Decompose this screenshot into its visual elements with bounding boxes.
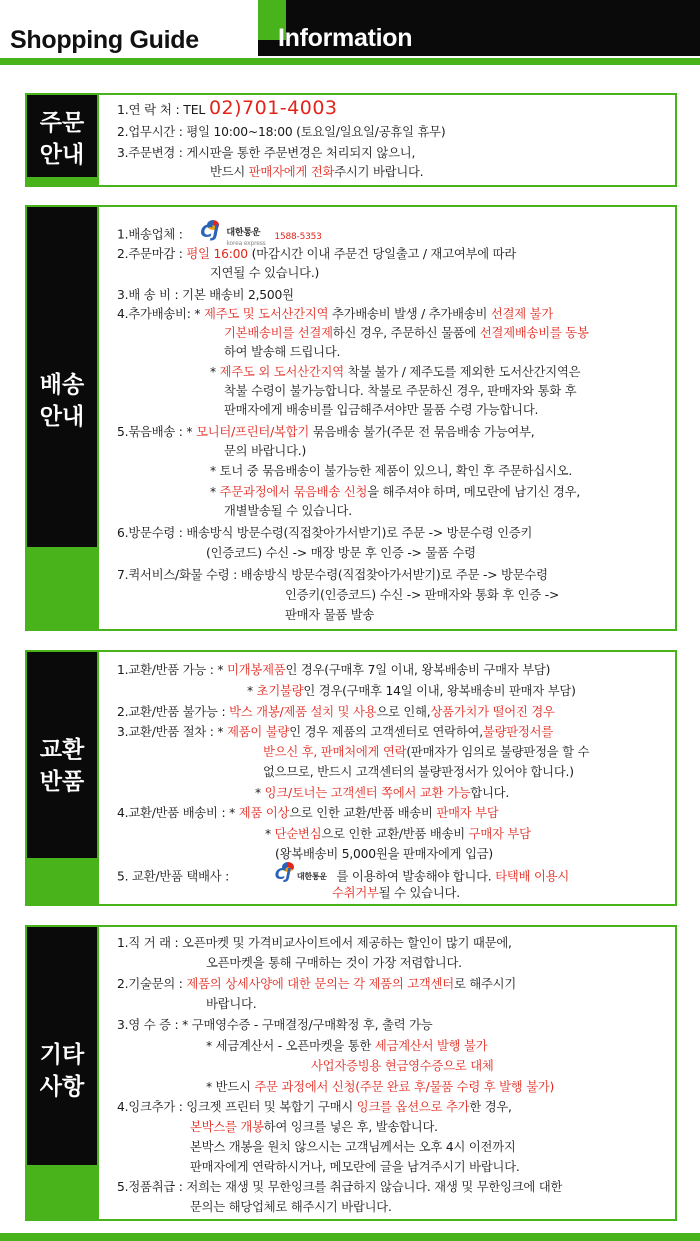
exchange-section-body: [97, 652, 675, 904]
order-hours-line: 2.업무시간 : 평일 10:00~18:00 (토요일/일요일/공휴일 휴무): [117, 125, 446, 139]
exchange-courier-line1: 5. 교환/반품 택배사 : CJ 대한통운 를 이용하여 발송해야 합니다. 타택배 이용시: [117, 866, 569, 888]
order-label-line1: 주문: [39, 110, 85, 136]
delivery-pickup-line2: (인증코드) 수신 -> 매장 방문 후 인증 -> 물품 수령: [206, 546, 476, 560]
exchange-procedure-line4: * 잉크/토너는 고객센터 쪽에서 교환 가능합니다.: [255, 786, 510, 800]
exchange-fee-line2: * 단순변심으로 인한 교환/반품 배송비 구매자 부담: [265, 827, 531, 841]
delivery-company-line: 1.배송업체 : CJ 대한통운 korea express 1588-5353: [117, 222, 322, 247]
etc-receipt-line3: 사업자증빙용 현금영수증으로 대체: [311, 1059, 494, 1073]
etc-receipt-line1: 3.영 수 증 : * 구매영수증 - 구매결정/구매확정 후, 출력 가능: [117, 1018, 433, 1032]
delivery-quick-line2: 인증키(인증코드) 수신 -> 판매자와 통화 후 인증 ->: [285, 588, 560, 602]
exchange-fee-line1: 4.교환/반품 배송비 : * 제품 이상으로 인한 교환/반품 배송비 판매자 부담: [117, 806, 499, 820]
delivery-deadline-line: 2.주문마감 : 평일 16:00 (마감시간 이내 주문건 당일출고 / 재고여부에 따라: [117, 247, 517, 261]
exchange-section: [25, 650, 677, 906]
order-section: [25, 93, 677, 187]
etc-receipt-line2: * 세금계산서 - 오픈마켓을 통한 세금계산서 발행 불가: [206, 1039, 488, 1053]
etc-genuine-line2: 문의는 해당업체로 해주시기 바랍니다.: [190, 1200, 392, 1214]
delivery-section-label: [27, 207, 97, 629]
exchange-courier-line2: 수취거부될 수 있습니다.: [332, 886, 460, 900]
exchange-possible-line1: 1.교환/반품 가능 : * 미개봉제품인 경우(구매후 7일 이내, 왕복배송비 구매자 부담): [117, 663, 551, 677]
etc-genuine-line1: 5.정품취급 : 저희는 재생 및 무한잉크를 취급하지 않습니다. 재생 및 무한잉크에 대한: [117, 1180, 563, 1194]
exchange-impossible-line: 2.교환/반품 불가능 : 박스 개봉/제품 설치 및 사용으로 인해,상품가치가 떨어진 경우: [117, 705, 555, 719]
exchange-section-label: [27, 652, 97, 904]
exchange-procedure-line1: 3.교환/반품 절차 : * 제품이 불량인 경우 제품의 고객센터로 연락하여,불량판정서를: [117, 725, 553, 739]
delivery-bundle-line3: * 토너 중 묶음배송이 불가능한 제품이 있으니, 확인 후 주문하십시오.: [210, 464, 573, 478]
cj-logo-small: CJ 대한통운: [275, 866, 333, 888]
exchange-procedure-line2: 받으신 후, 판매처에게 연락(판매자가 임의로 불량판정을 할 수: [263, 745, 590, 759]
etc-ink-line4: 판매자에게 연락하시거나, 메모란에 글을 남겨주시기 바랍니다.: [190, 1160, 520, 1174]
exchange-label-green-tab: [27, 858, 97, 904]
order-change-line: 3.주문변경 : 게시판을 통한 주문변경은 처리되지 않으니,: [117, 146, 416, 160]
order-label-line2: 안내: [39, 142, 85, 168]
etc-tech-line2: 바랍니다.: [206, 997, 257, 1011]
etc-label-line1: 기타: [39, 1042, 85, 1068]
delivery-bundle-line4: * 주문과정에서 묶음배송 신청을 해주셔야 하며, 메모란에 남기신 경우,: [210, 485, 581, 499]
order-label-green-tab: [27, 177, 97, 185]
delivery-label-line2: 안내: [39, 404, 85, 430]
etc-ink-line2: 본박스를 개봉하여 잉크를 넣은 후, 발송합니다.: [190, 1120, 438, 1134]
etc-ink-line3: 본박스 개봉을 원치 않으시는 고객님께서는 오후 4시 이전까지: [190, 1140, 516, 1154]
footer-green-line: [0, 1233, 700, 1241]
etc-label-line2: 사항: [39, 1074, 85, 1100]
delivery-extra-line4: * 제주도 외 도서산간지역 착불 불가 / 제주도를 제외한 도서산간지역은: [210, 365, 581, 379]
delivery-extra-line3: 하여 발송해 드립니다.: [224, 345, 341, 359]
order-contact-line: 1.연 락 처 : TEL 02)701-4003: [117, 97, 338, 119]
exchange-fee-line3: (왕복배송비 5,000원을 판매자에게 입금): [275, 847, 494, 861]
exchange-possible-line2: * 초기불량인 경우(구매후 14일 이내, 왕복배송비 판매자 부담): [247, 684, 576, 698]
order-change-line2: 반드시 판매자에게 전화주시기 바랍니다.: [210, 165, 424, 179]
shopping-guide-title: Shopping Guide: [10, 26, 199, 54]
cj-phone: 1588-5353: [274, 231, 322, 242]
header-green-line: [0, 58, 700, 65]
delivery-extra-line5: 착불 수령이 불가능합니다. 착불로 주문하신 경우, 판매자와 통화 후: [224, 384, 577, 398]
delivery-quick-line3: 판매자 물품 발송: [285, 608, 375, 622]
etc-section-body: [97, 927, 675, 1219]
etc-direct-line2: 오픈마켓을 통해 구매하는 것이 가장 저렴합니다.: [206, 956, 462, 970]
information-title: Information: [278, 24, 413, 52]
delivery-bundle-line1: 5.묶음배송 : * 모니터/프린터/복합기 묶음배송 불가(주문 전 묶음배송 가능여부,: [117, 425, 535, 439]
page-header: [0, 0, 700, 70]
delivery-bundle-line2: 문의 바랍니다.): [224, 444, 307, 458]
etc-section: [25, 925, 677, 1221]
delivery-extra-line2: 기본배송비를 선결제하신 경우, 주문하신 물품에 선결제배송비를 동봉: [224, 326, 589, 340]
delivery-pickup-line1: 6.방문수령 : 배송방식 방문수령(직접찾아가서받기)로 주문 -> 방문수령 인증키: [117, 526, 533, 540]
etc-section-label: [27, 927, 97, 1219]
delivery-label-green-tab: [27, 547, 97, 629]
exchange-label-line2: 반품: [39, 769, 85, 795]
order-section-label: [27, 95, 97, 185]
delivery-label-line1: 배송: [39, 372, 85, 398]
delivery-section-body: [97, 207, 675, 629]
exchange-label-line1: 교환: [39, 737, 85, 763]
delivery-extra-line6: 판매자에게 배송비를 입금해주셔야만 물품 수령 가능합니다.: [224, 403, 539, 417]
delivery-fee-line: 3.배 송 비 : 기본 배송비 2,500원: [117, 288, 294, 302]
delivery-deadline-line2: 지연될 수 있습니다.): [210, 266, 320, 280]
cj-logo: CJ 대한통운 korea express: [200, 222, 266, 247]
etc-tech-line1: 2.기술문의 : 제품의 상세사양에 대한 문의는 각 제품의 고객센터로 해주시기: [117, 977, 517, 991]
delivery-quick-line1: 7.퀵서비스/화물 수령 : 배송방식 방문수령(직접찾아가서받기)로 주문 -> 방문수령: [117, 568, 548, 582]
etc-ink-line1: 4.잉크추가 : 잉크젯 프린터 및 복합기 구매시 잉크를 옵션으로 추가한 경우,: [117, 1100, 512, 1114]
etc-receipt-line4: * 반드시 주문 과정에서 신청(주문 완료 후/물품 수령 후 발행 불가): [206, 1080, 555, 1094]
order-section-body: [97, 95, 675, 185]
delivery-bundle-line5: 개별발송될 수 있습니다.: [224, 504, 352, 518]
etc-direct-line1: 1.직 거 래 : 오픈마켓 및 가격비교사이트에서 제공하는 할인이 많기 때문에,: [117, 936, 512, 950]
delivery-extra-line1: 4.추가배송비: * 제주도 및 도서산간지역 추가배송비 발생 / 추가배송비 선결제 불가: [117, 307, 554, 321]
etc-label-green-tab: [27, 1165, 97, 1219]
order-phone-number: 02)701-4003: [208, 97, 338, 119]
exchange-procedure-line3: 없으므로, 반드시 고객센터의 불량판정서가 있어야 합니다.): [263, 765, 574, 779]
delivery-section: [25, 205, 677, 631]
